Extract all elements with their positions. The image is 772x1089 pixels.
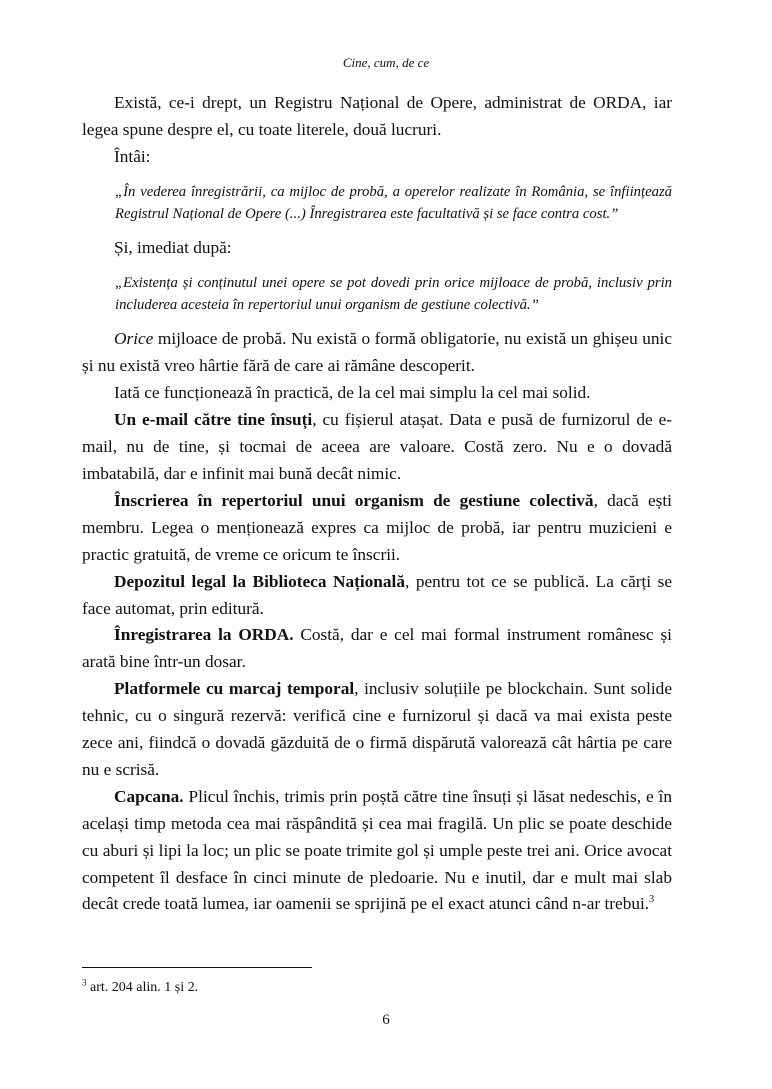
footnote-divider bbox=[82, 967, 312, 968]
term-repertoire: Înscrierea în repertoriul unui organism de gestiune colectivă bbox=[114, 490, 594, 510]
paragraph-repertoire: Înscrierea în repertoriul unui organism de gestiune colectivă, dacă ești membru. Legea o menționează expres ca mijloc de probă, iar pentru muzicieni e practic gratuită, de vreme ce oricum te înscrii. bbox=[82, 490, 672, 564]
term-email: Un e-mail către tine însuți bbox=[114, 410, 313, 430]
paragraph-trap: Capcana. Plicul închis, trimis prin poștă către tine însuți și lăsat nedeschis, e în același timp metoda cea mai răspândită și cea mai fragilă. Un plic se poate deschide cu aburi și lipi la loc; un plic se poate trimite gol și umple peste trei ani. Orice avocat competent îl desface în cinci minute de pledoarie. Nu e inutil, dar e mult mai slab decât crede toată lumea, iar oamenii se sprijină pe el exact atunci când n-ar trebui.$^3$ bbox=[82, 786, 672, 914]
term-legal-deposit: Depozitul legal la Biblioteca Națională bbox=[114, 571, 405, 591]
law-quote-1: „În vederea înregistrării, ca mijloc de probă, a operelor realizate în România, se înființează Registrul Național de Opere (...) Înregistrarea este facultativă și se face contra cost.” bbox=[115, 183, 672, 222]
term-trap: Capcana. bbox=[114, 786, 184, 806]
term-timestamp: Platformele cu marcaj temporal bbox=[114, 679, 355, 699]
body-text bbox=[82, 90, 672, 918]
paragraph-then: Și, imediat după: bbox=[114, 238, 232, 258]
term-orda: Înregistrarea la ORDA. bbox=[114, 625, 294, 645]
paragraph-any-proof: Orice mijloace de probă. Nu există o formă obligatorie, nu există un ghișeu unic și nu există vreo hârtie fără de care ai rămâne descoperit. bbox=[82, 329, 672, 376]
emphasis-orice: Orice bbox=[114, 329, 154, 349]
paragraph-orda: Înregistrarea la ORDA. Costă, dar e cel mai formal instrument românesc și arată bine într-un dosar. bbox=[82, 625, 672, 672]
paragraph-legal-deposit: Depozitul legal la Biblioteca Națională, pentru tot ce se publică. La cărți se face automat, prin editură. bbox=[82, 571, 673, 618]
running-header: Cine, cum, de ce bbox=[342, 55, 430, 70]
paragraph-timestamp: Platformele cu marcaj temporal, inclusiv soluțiile pe blockchain. Sunt solide tehnic, cu o singură rezervă: verifică cine e furnizorul și dacă va mai exista peste zece ani, fiindcă o dovadă găzduită de o firmă dispărută valorează cât hârtia pe care nu e scrisă. bbox=[82, 679, 672, 779]
paragraph-intro: Există, ce-i drept, un Registru Național de Opere, administrat de ORDA, iar legea spune despre el, cu toate literele, două lucruri. bbox=[82, 93, 672, 139]
footnote-marker: 3 bbox=[82, 977, 87, 988]
footnote bbox=[82, 977, 199, 996]
paragraph-practice: Iată ce funcționează în practică, de la cel mai simplu la cel mai solid. bbox=[114, 383, 591, 403]
paragraph-email: Un e-mail către tine însuți, cu fișierul atașat. Data e pusă de furnizorul de e-mail, nu de tine, și tocmai de aceea are valoare. Costă zero. Nu e o dovadă imbatabilă, dar e infinit mai bună decât nimic. bbox=[82, 410, 673, 483]
law-quote-2: „Existența și conținutul unei opere se pot dovedi prin orice mijloace de probă, inclusiv prin includerea acesteia în repertoriul unui organism de gestiune colectivă.” bbox=[115, 275, 672, 314]
footnote-text: art. 204 alin. 1 și 2. bbox=[86, 980, 199, 995]
page-number: 6 bbox=[382, 1012, 390, 1028]
paragraph-first: Întâi: bbox=[114, 146, 151, 166]
footnote-reference[interactable]: 3 bbox=[649, 894, 655, 906]
